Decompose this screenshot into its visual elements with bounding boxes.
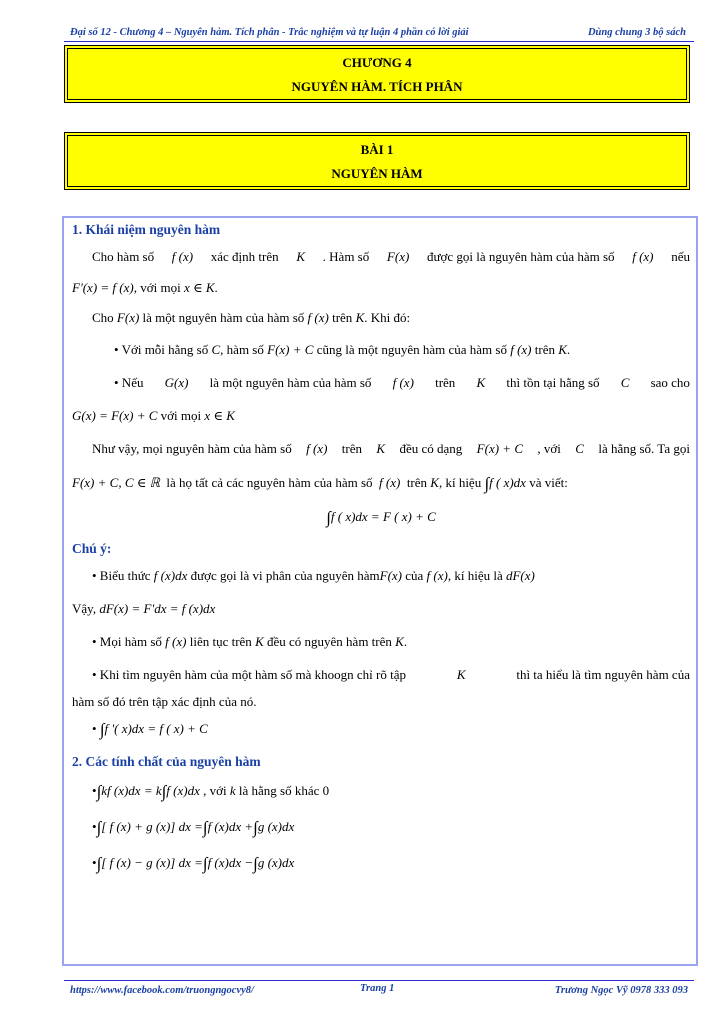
property-2: •∫[ f (x) + g (x)] dx =∫f (x)dx +∫g (x)dx [92, 818, 295, 837]
text: trên [435, 375, 456, 390]
math: F'(x) = f (x) [72, 280, 134, 295]
text: được gọi là nguyên hàm của hàm số [426, 249, 615, 264]
text: là hằng số khác 0 [238, 783, 330, 798]
text: đều có nguyên hàm trên [266, 634, 392, 649]
text: trên [534, 342, 555, 357]
math: f ( x)dx [489, 475, 526, 490]
text: Vậy, [72, 601, 97, 616]
section-1-title: 1. Khái niệm nguyên hàm [72, 222, 221, 237]
math: K [255, 634, 264, 649]
math: K [395, 634, 404, 649]
note-3 [72, 667, 690, 683]
math: f (x)dx − [207, 855, 254, 870]
lesson-title: NGUYÊN HÀM [331, 166, 423, 181]
page-header [70, 27, 686, 38]
text: đều có dạng [399, 441, 463, 456]
paragraph-2 [92, 310, 410, 326]
text: , hàm số [220, 342, 264, 357]
integral-sign: ∫ [202, 818, 208, 837]
chapter-banner [64, 45, 690, 103]
integral-sign: ∫ [253, 818, 258, 837]
math: x ∈ K [204, 408, 235, 423]
integral-sign: ∫ [326, 508, 331, 527]
text: trên [341, 441, 363, 456]
text: và viết: [529, 475, 568, 490]
chapter-number: CHƯƠNG 4 [342, 55, 412, 70]
note-4: • ∫f '( x)dx = f ( x) + C [92, 720, 208, 739]
math: dF(x) [505, 568, 535, 583]
page-number: Trang 1 [360, 983, 395, 994]
text: của [405, 568, 424, 583]
text: • Với mỗi hằng số [114, 342, 209, 357]
text: • Biểu thức [92, 568, 151, 583]
property-1: •∫kf (x)dx = k∫f (x)dx , với k là hằng số khác 0 [92, 782, 330, 801]
text: liên tục trên [189, 634, 252, 649]
paragraph-4 [72, 474, 568, 494]
math: kf (x)dx = k [101, 783, 162, 798]
lesson-banner [64, 132, 690, 190]
math: g (x)dx [257, 855, 295, 870]
text: sao cho [650, 375, 690, 390]
math: f (x) [165, 634, 187, 649]
math: K [558, 342, 567, 357]
math: f (x)dx [153, 568, 188, 583]
math: f (x) [379, 475, 401, 490]
note-1-line-2 [72, 601, 215, 617]
math: dF(x) = F'dx = f (x)dx [99, 601, 216, 616]
math: f (x) [307, 310, 329, 325]
math: f (x)dx [166, 783, 200, 798]
footer-divider [64, 980, 694, 981]
header-right: Dùng chung 3 bộ sách [587, 27, 686, 38]
main-formula [72, 508, 690, 528]
integral-sign: ∫ [99, 720, 105, 739]
text: , với [537, 441, 561, 456]
text: . Khi đó: [364, 310, 411, 325]
math: K [456, 667, 466, 682]
text: , với mọi [133, 280, 181, 295]
footer-author: Trương Ngọc Vỹ 0978 333 093 [554, 985, 688, 996]
paragraph-1 [72, 249, 690, 265]
chapter-title: NGUYÊN HÀM. TÍCH PHÂN [291, 79, 463, 94]
header-left: Đại số 12 - Chương 4 – Nguyên hàm. Tích phân - Trắc nghiệm và tự luận 4 phần có lời giải [70, 27, 469, 38]
math: k [229, 783, 236, 798]
math: [ f (x) + g (x)] dx = [101, 819, 203, 834]
note-3-line-2: hàm số đó trên tập xác định của nó. [72, 694, 257, 709]
math: F(x) + C [267, 342, 314, 357]
math: K [355, 310, 365, 325]
text: . Hàm số [322, 249, 370, 264]
text: với mọi [160, 408, 202, 423]
property-3: •∫[ f (x) − g (x)] dx =∫f (x)dx −∫g (x)dx [92, 854, 295, 873]
math: F(x) [386, 249, 410, 264]
integral-sign: ∫ [484, 474, 490, 493]
text: là hằng số. Ta gọi [598, 441, 690, 456]
text: Cho hàm số [92, 249, 155, 264]
text: , kí hiệu [438, 475, 482, 490]
text: , với [203, 783, 227, 798]
integral-sign: ∫ [202, 854, 208, 873]
text: được gọi là vi phân của nguyên hàm [190, 568, 380, 583]
text: , kí hiệu là [447, 568, 503, 583]
math: g (x)dx [257, 819, 295, 834]
math: G(x) [164, 375, 189, 390]
integral-sign: ∫ [96, 782, 102, 801]
text: • Khi tìm nguyên hàm của một hàm số mà khoogn chỉ rõ tập [92, 667, 406, 682]
text: thì ta hiểu là tìm nguyên hàm của [516, 667, 690, 682]
integral-sign: ∫ [161, 782, 167, 801]
paragraph-3 [72, 441, 690, 457]
math: F(x) [116, 310, 140, 325]
math: f (x) [426, 568, 448, 583]
lesson-number: BÀI 1 [360, 142, 394, 157]
text: nếu [671, 249, 690, 264]
text: • Mọi hàm số [92, 634, 162, 649]
text: là một nguyên hàm của hàm số [209, 375, 372, 390]
paragraph-1-line-2: F'(x) = f (x), với mọi x ∈ K. [72, 280, 218, 295]
text: xác định trên [210, 249, 279, 264]
math: f ( x)dx = F ( x) + C [330, 509, 436, 524]
bullet-2 [72, 375, 690, 391]
text: là một nguyên hàm của hàm số [142, 310, 305, 325]
text: trên [406, 475, 428, 490]
math: f '( x)dx = f ( x) + C [104, 721, 208, 736]
integral-sign: ∫ [253, 854, 258, 873]
header-divider [64, 41, 694, 42]
text: Như vậy, mọi nguyên hàm của hàm số [92, 441, 292, 456]
footer-link[interactable]: https://www.facebook.com/truongngocvy8/ [70, 985, 254, 996]
text: là họ tất cả các nguyên hàm của hàm số [166, 475, 373, 490]
integral-sign: ∫ [96, 818, 102, 837]
math: x ∈ K [183, 280, 215, 295]
text: • Nếu [114, 375, 144, 390]
math: F(x) + C, C ∈ ℝ [72, 475, 160, 490]
math: f (x) [306, 441, 328, 456]
math: G(x) = F(x) + C [72, 408, 158, 423]
math: K [430, 475, 439, 490]
bullet-1: • Với mỗi hằng số C, hàm số F(x) + C cũng là một nguyên hàm của hàm số f (x) trên K. [114, 342, 571, 357]
math: K [296, 249, 305, 264]
bullet-2-line-2 [72, 408, 235, 424]
math: C [620, 375, 630, 390]
text: cũng là một nguyên hàm của hàm số [316, 342, 507, 357]
text: Cho [92, 310, 114, 325]
math: [ f (x) − g (x)] dx = [101, 855, 203, 870]
section-2-title: 2. Các tính chất của nguyên hàm [72, 754, 261, 769]
math: F(x) + C [476, 441, 523, 456]
text: thì tồn tại hằng số [506, 375, 600, 390]
note-2: • Mọi hàm số f (x) liên tục trên K đều có nguyên hàm trên K. [92, 634, 408, 649]
math: f (x) [510, 342, 532, 357]
note-title: Chú ý: [72, 541, 112, 556]
text: trên [332, 310, 353, 325]
math: f (x)dx + [207, 819, 254, 834]
note-1 [92, 568, 535, 584]
math: K [476, 375, 486, 390]
math: f (x) [171, 249, 194, 264]
math: C [211, 342, 221, 357]
math: f (x) [392, 375, 414, 390]
math: f (x) [632, 249, 654, 264]
integral-sign: ∫ [96, 854, 102, 873]
math: F(x) [379, 568, 402, 583]
math: K [376, 441, 386, 456]
math: C [575, 441, 584, 456]
